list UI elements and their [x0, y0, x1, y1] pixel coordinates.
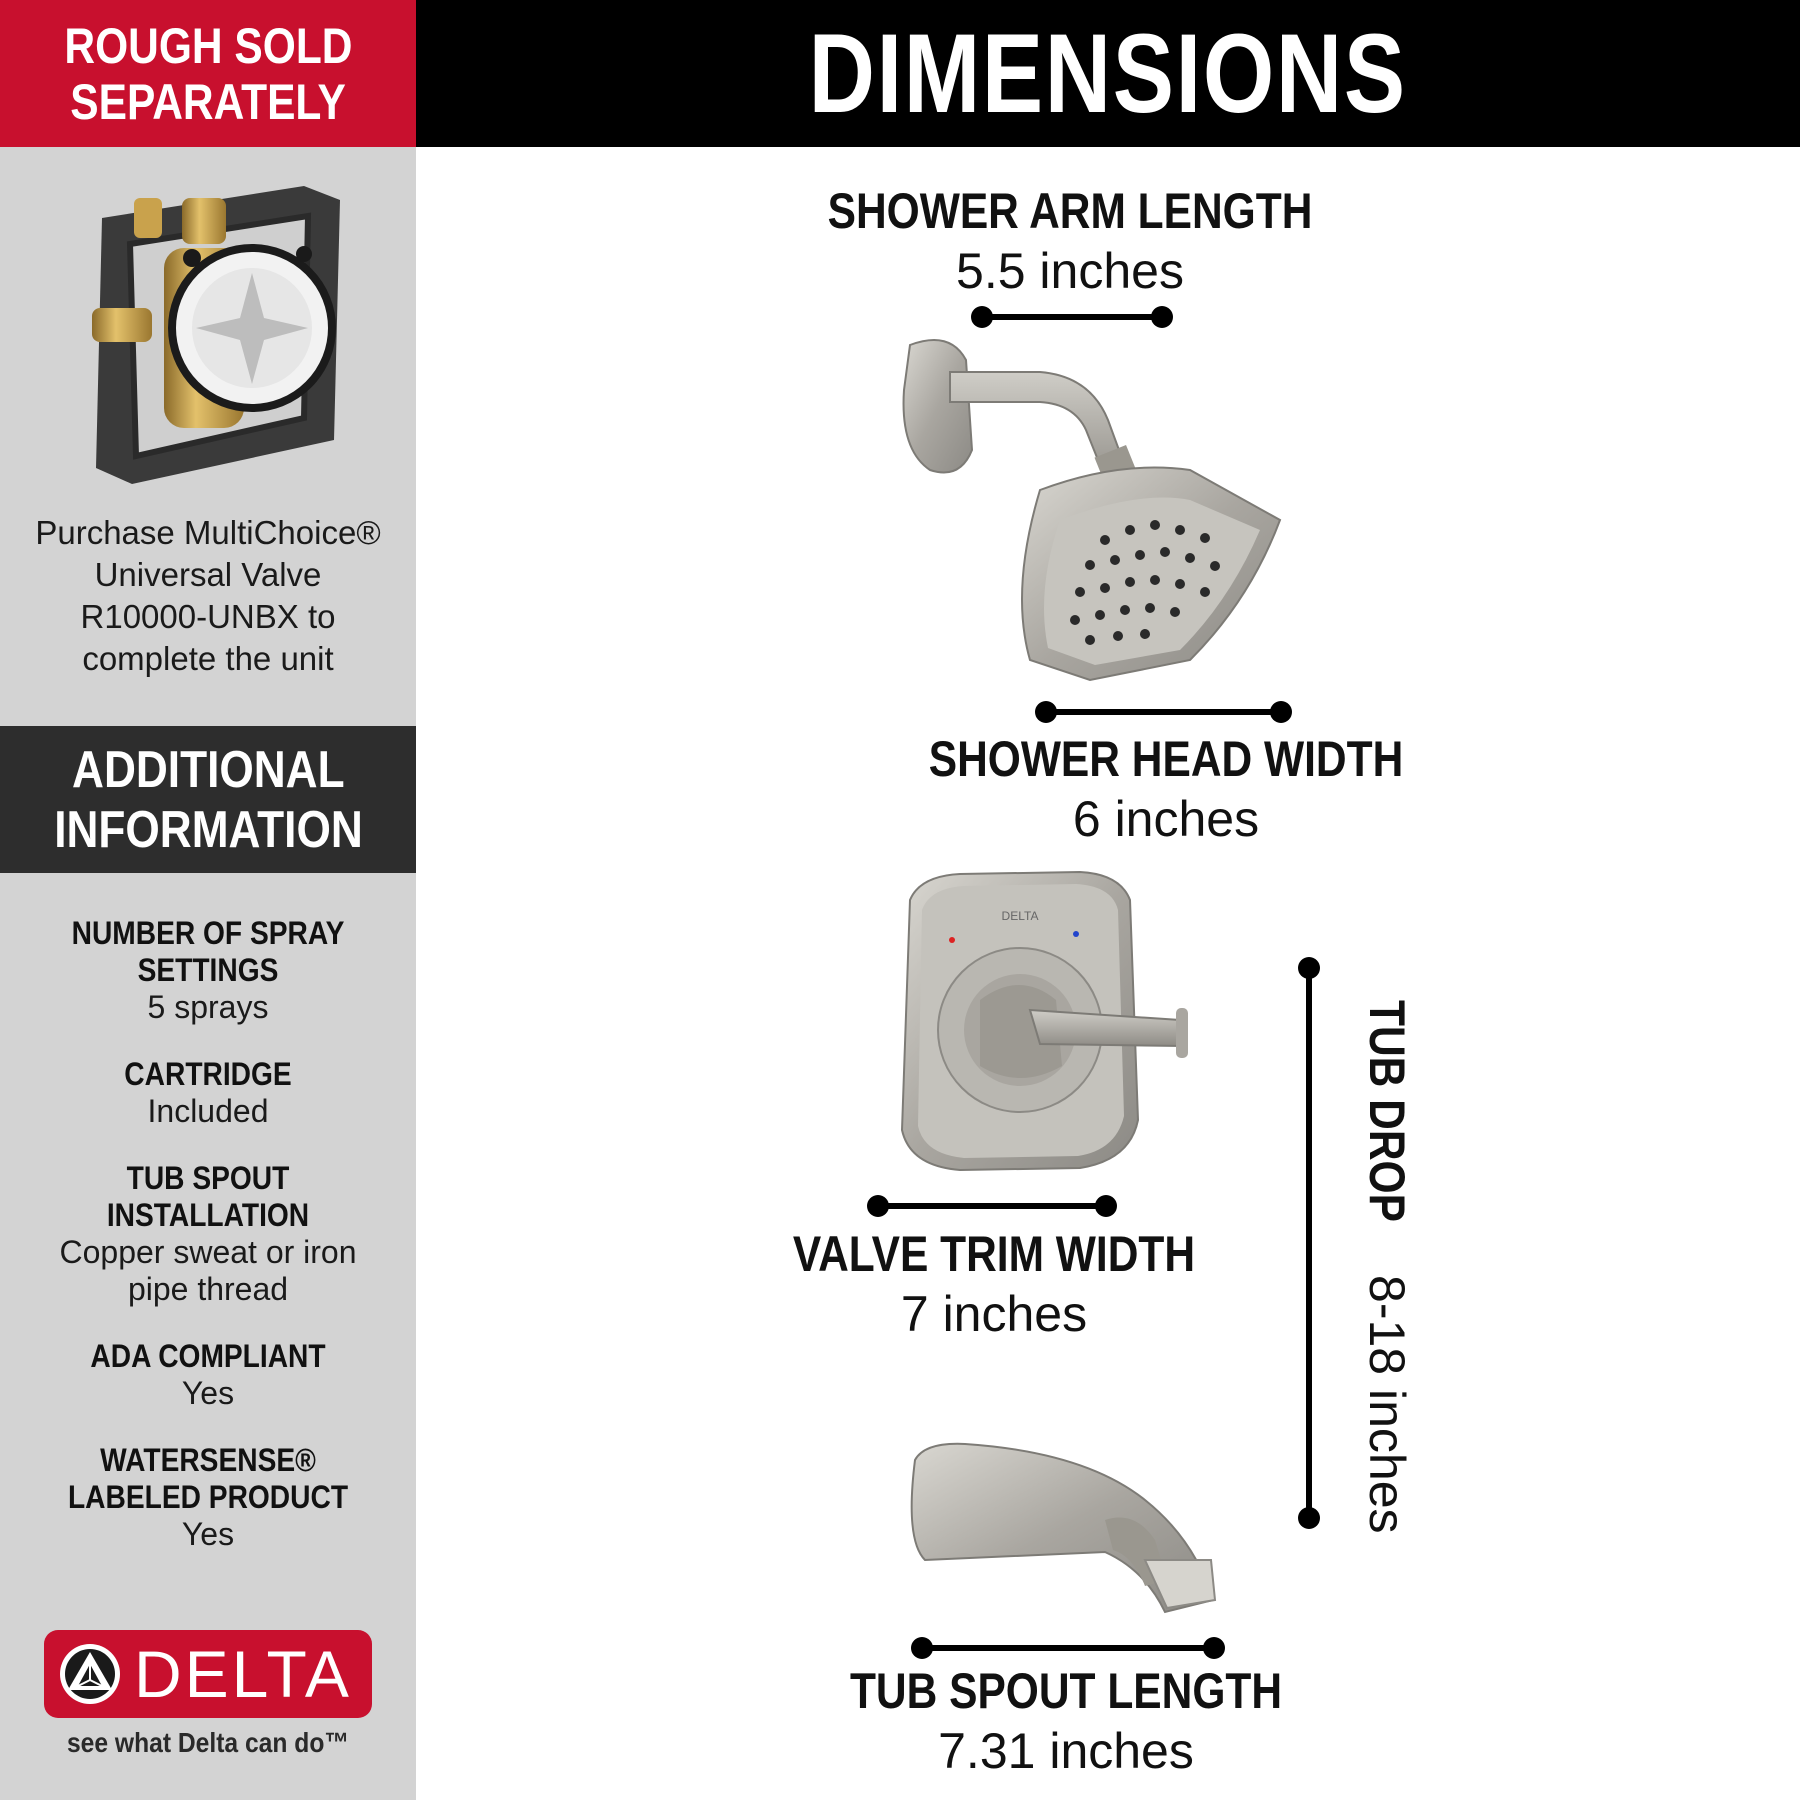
dimensions-header: [416, 0, 1800, 147]
valve-trim-measure-line: [878, 1203, 1106, 1209]
additional-information-banner: [0, 726, 416, 873]
dimensions-title: DIMENSIONS: [808, 11, 1408, 136]
valve-trim-image: [880, 870, 1230, 1180]
rough-sold-separately-banner: [0, 0, 416, 147]
info-item-watersense: [0, 1442, 416, 1553]
info-label: WATERSENSE®: [100, 1442, 316, 1478]
shower-head-dimension: [866, 730, 1466, 850]
tub-drop-label: TUB DROP: [1359, 1000, 1415, 1222]
tub-spout-measure-line: [922, 1645, 1214, 1651]
additional-info-list: [0, 915, 416, 1583]
info-value: Included: [147, 1093, 269, 1129]
tagline: see what Delta can do™: [66, 1727, 350, 1758]
shower-head-value: 6 inches: [1072, 791, 1260, 847]
info-label: NUMBER OF SPRAY: [71, 915, 345, 951]
info-label: CARTRIDGE: [124, 1056, 292, 1092]
info-item-spray-settings: [0, 915, 416, 1026]
info-label: TUB SPOUT: [126, 1160, 290, 1196]
info-label: SETTINGS: [137, 952, 279, 988]
info-label: INSTALLATION: [106, 1197, 310, 1233]
rough-in-valve-image: [72, 178, 352, 498]
info-value: 5 sprays: [147, 989, 269, 1025]
shower-arm-measure-line: [982, 314, 1162, 320]
shower-arm-value: 5.5 inches: [956, 243, 1184, 299]
info-item-ada-compliant: [0, 1338, 416, 1412]
purchase-line-2: Universal Valve: [94, 556, 322, 593]
shower-head-measure-line: [1046, 709, 1281, 715]
shower-head-label: SHOWER HEAD WIDTH: [928, 731, 1404, 787]
purchase-line-3: R10000-UNBX to: [80, 598, 336, 635]
rough-banner-line-2: SEPARATELY: [70, 73, 346, 130]
valve-trim-dimension: [694, 1225, 1294, 1345]
info-value: Copper sweat or iron: [59, 1234, 357, 1270]
additional-banner-line-2: INFORMATION: [53, 800, 363, 859]
info-value: pipe thread: [127, 1271, 289, 1307]
purchase-valve-note: [0, 512, 416, 680]
rough-banner-line-1: ROUGH SOLD: [63, 17, 353, 74]
valve-trim-value: 7 inches: [900, 1286, 1088, 1342]
tub-drop-value: 8-18 inches: [1359, 1275, 1415, 1534]
info-label: ADA COMPLIANT: [90, 1338, 326, 1374]
shower-arm-label: SHOWER ARM LENGTH: [827, 183, 1313, 239]
delta-logo-text: DELTA: [134, 1637, 352, 1711]
delta-logo: [44, 1630, 372, 1718]
valve-trim-label: VALVE TRIM WIDTH: [792, 1226, 1196, 1282]
tub-drop-dimension: [1352, 1000, 1422, 1534]
valve-brand-text: DELTA: [1001, 909, 1039, 923]
info-value: Yes: [181, 1375, 235, 1411]
purchase-line-4: complete the unit: [82, 640, 334, 677]
tub-spout-dimension: [766, 1662, 1366, 1782]
info-item-tub-spout-installation: [0, 1160, 416, 1308]
shower-arm-dimension: [770, 182, 1370, 302]
tub-spout-label: TUB SPOUT LENGTH: [849, 1663, 1283, 1719]
shower-head-image: [890, 330, 1340, 700]
info-value: Yes: [181, 1516, 235, 1552]
additional-banner-line-1: ADDITIONAL: [71, 740, 345, 799]
tub-spout-value: 7.31 inches: [938, 1723, 1194, 1779]
sidebar: [0, 0, 416, 1800]
tub-drop-measure-line: [1306, 968, 1312, 1518]
info-item-cartridge: [0, 1056, 416, 1130]
info-label: LABELED PRODUCT: [67, 1479, 349, 1515]
purchase-line-1: Purchase MultiChoice®: [35, 514, 381, 551]
delta-triangle-icon: [58, 1642, 122, 1706]
tub-spout-image: [905, 1440, 1225, 1620]
